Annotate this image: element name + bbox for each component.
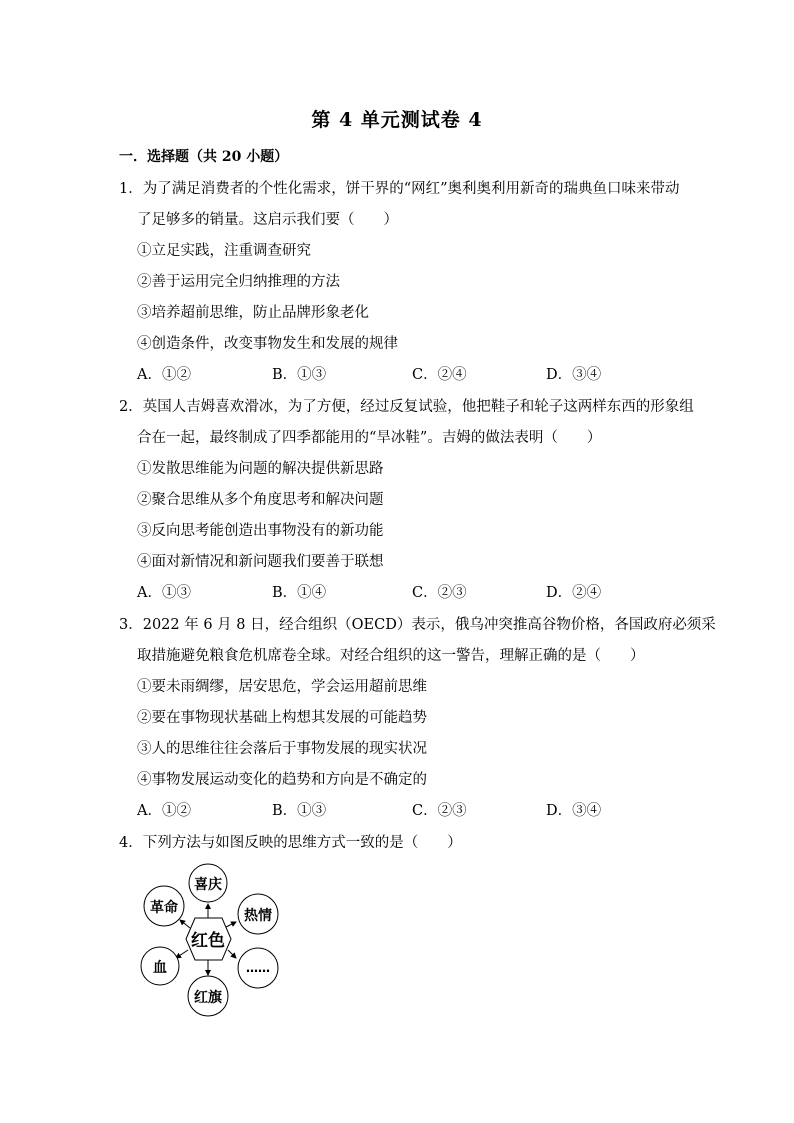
- center-label: 红色: [191, 931, 225, 951]
- divergent-thinking-diagram: [136, 862, 281, 1022]
- node-label-6: 革命: [150, 900, 178, 916]
- choice-d[interactable]: D．③④: [546, 803, 602, 819]
- node-label-5: 血: [153, 960, 167, 976]
- question-1-item-3: ③培养超前思维，防止品牌形象老化: [137, 305, 369, 321]
- choice-a[interactable]: A．①③: [137, 585, 191, 601]
- question-1-item-1: ①立足实践，注重调查研究: [137, 243, 311, 259]
- question-3-stem-line-2: 取措施避免粮食危机席卷全球。对经合组织的这一警告，理解正确的是（ ）: [137, 648, 645, 664]
- arrow-to-node-3: [228, 950, 236, 958]
- arrow-to-node-5: [176, 950, 188, 958]
- question-1-stem-line-2: 了足够多的销量。这启示我们要（ ）: [137, 212, 398, 228]
- question-1-item-4: ④创造条件，改变事物发生和发展的规律: [137, 336, 398, 352]
- question-1-stem-line-1: 1．为了满足消费者的个性化需求，饼干界的“网红”奥利奥利用新奇的瑞典鱼口味来带动: [119, 181, 680, 197]
- choice-c[interactable]: C．②③: [412, 585, 467, 601]
- question-3-item-3: ③人的思维往往会落后于事物发展的现实状况: [137, 741, 427, 757]
- question-3-item-2: ②要在事物现状基础上构想其发展的可能趋势: [137, 710, 427, 726]
- question-2-item-1: ①发散思维能为问题的解决提供新思路: [137, 461, 384, 477]
- node-label-1: 喜庆: [194, 877, 222, 893]
- choice-a[interactable]: A．①②: [137, 367, 191, 383]
- node-label-4: 红旗: [194, 990, 222, 1006]
- node-label-3: ……: [246, 961, 270, 975]
- question-2-item-4: ④面对新情况和新问题我们要善于联想: [137, 554, 384, 570]
- page-title: 第 4 单元测试卷 4: [311, 109, 483, 131]
- section-heading: 一．选择题（共 20 小题）: [119, 149, 289, 165]
- choice-b[interactable]: B．①③: [272, 367, 327, 383]
- question-4-stem-line-1: 4．下列方法与如图反映的思维方式一致的是（ ）: [119, 835, 462, 851]
- choice-d[interactable]: D．②④: [546, 585, 602, 601]
- question-1-item-2: ②善于运用完全归纳推理的方法: [137, 274, 340, 290]
- choice-b[interactable]: B．①③: [272, 803, 327, 819]
- question-2-choices: [137, 581, 677, 601]
- arrow-to-node-6: [180, 920, 190, 928]
- choice-c[interactable]: C．②④: [412, 367, 467, 383]
- question-1-choices: [137, 363, 677, 383]
- question-2-item-2: ②聚合思维从多个角度思考和解决问题: [137, 492, 384, 508]
- choice-b[interactable]: B．①④: [272, 585, 327, 601]
- node-label-2: 热情: [244, 908, 272, 924]
- question-3-item-1: ①要未雨绸缪，居安思危，学会运用超前思维: [137, 679, 427, 695]
- question-2-stem-line-2: 合在一起，最终制成了四季都能用的“旱冰鞋”。吉姆的做法表明（ ）: [137, 430, 602, 446]
- question-2-item-3: ③反向思考能创造出事物没有的新功能: [137, 523, 384, 539]
- question-3-item-4: ④事物发展运动变化的趋势和方向是不确定的: [137, 772, 427, 788]
- choice-d[interactable]: D．③④: [546, 367, 602, 383]
- choice-c[interactable]: C．②③: [412, 803, 467, 819]
- question-2-stem-line-1: 2．英国人吉姆喜欢滑冰，为了方便，经过反复试验，他把鞋子和轮子这两样东西的形象组: [119, 399, 694, 415]
- question-3-stem-line-1: 3．2022 年 6 月 8 日，经合组织（OECD）表示，俄乌冲突推高谷物价格，各国政府必须采: [119, 617, 716, 633]
- question-3-choices: [137, 799, 677, 819]
- choice-a[interactable]: A．①②: [137, 803, 191, 819]
